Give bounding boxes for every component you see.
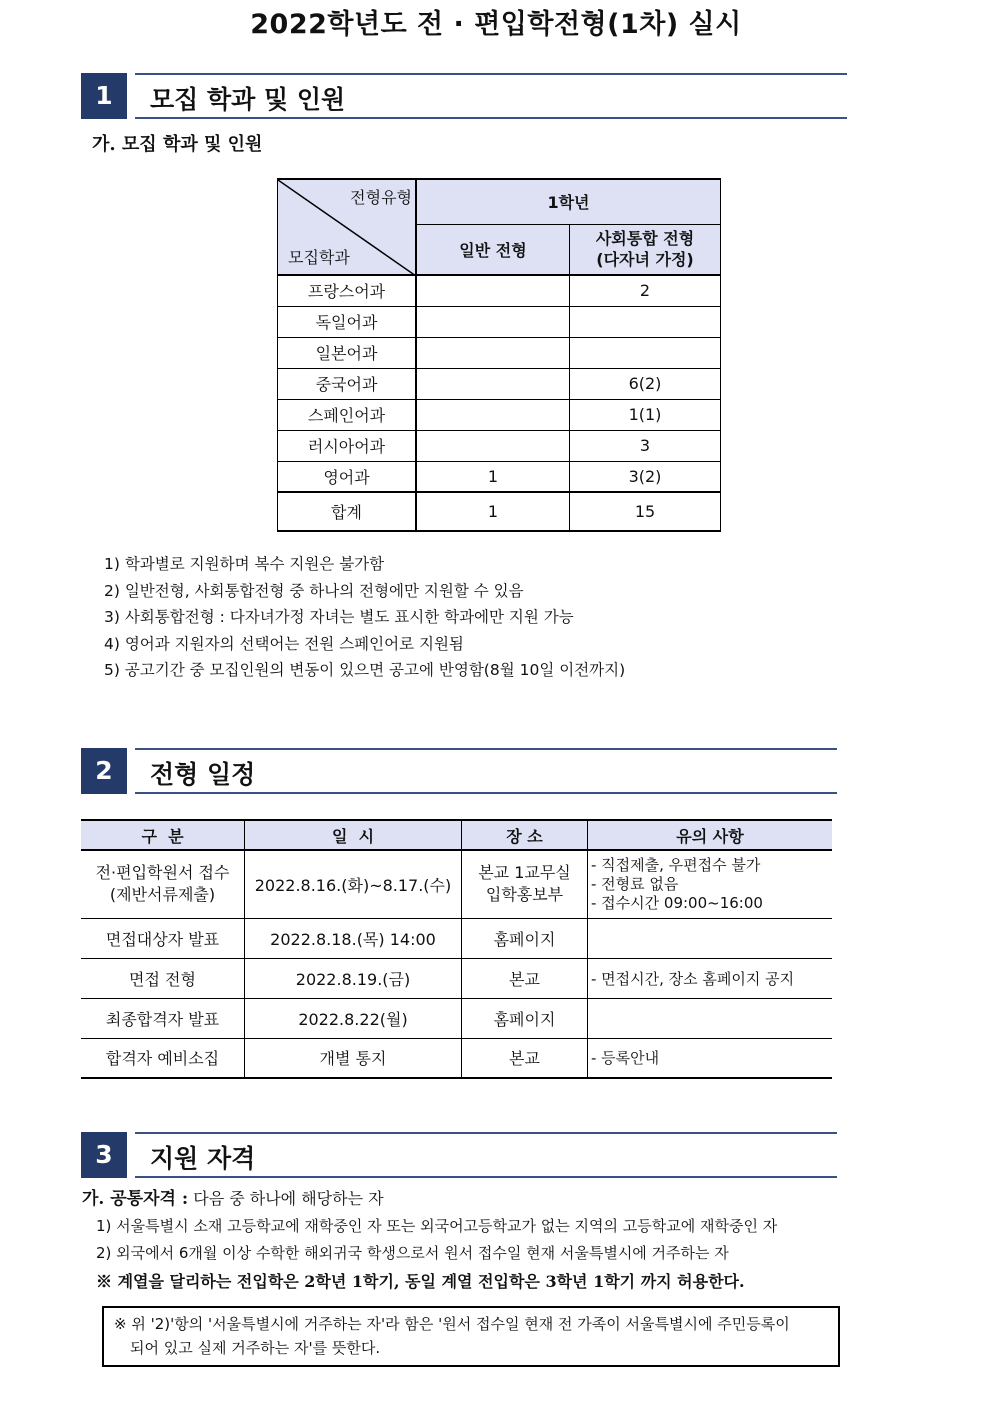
schedule-header-row [81, 820, 832, 850]
table-row [278, 306, 721, 337]
schedule-date: 개별 통지 [245, 1038, 462, 1078]
social-cell: 6(2) [570, 368, 721, 399]
table-row [278, 399, 721, 430]
note-line: - 접수시간 09:00~16:00 [591, 893, 763, 912]
schedule-notes [588, 918, 833, 958]
emphasis-note: ※ 계열을 달리하는 전입학은 2학년 1학기, 동일 계열 전입학은 3학년 1학기 까지 허용한다. [96, 1272, 745, 1291]
schedule-notes: - 면접시간, 장소 홈페이지 공지 [588, 958, 833, 998]
section-title: 전형 일정 [150, 760, 256, 789]
schedule-row [81, 1038, 832, 1078]
social-cell: 3 [570, 430, 721, 461]
social-header-line2: (다자녀 가정) [596, 250, 694, 270]
schedule-date: 2022.8.19.(금) [245, 958, 462, 998]
table-row [278, 461, 721, 492]
table-row [278, 430, 721, 461]
table-row [278, 275, 721, 306]
general-cell [416, 399, 570, 430]
schedule-place: 본교 [462, 1038, 588, 1078]
dept-cell: 일본어과 [278, 337, 417, 368]
schedule-item: 면접대상자 발표 [81, 918, 245, 958]
schedule-notes [588, 850, 833, 918]
schedule-notes [588, 998, 833, 1038]
schedule-place [462, 850, 588, 918]
note-item: 1) 학과별로 지원하며 복수 지원은 불가함 [104, 555, 385, 573]
dept-cell: 프랑스어과 [278, 275, 417, 306]
general-cell [416, 306, 570, 337]
common-label: 가. 공통자격 : [82, 1189, 189, 1209]
place-line2: 입학홍보부 [485, 885, 564, 905]
social-cell [570, 306, 721, 337]
schedule-place: 홈페이지 [462, 918, 588, 958]
corner-bottom-label: 모집학과 [288, 248, 350, 267]
schedule-table [81, 819, 832, 1079]
common-qualification [82, 1184, 384, 1209]
notice-line2: 되어 있고 실제 거주하는 자'를 뜻한다. [130, 1339, 381, 1357]
social-cell [570, 337, 721, 368]
qualification-item: 1) 서울특별시 소재 고등학교에 재학중인 자 또는 외국어고등학교가 없는 지역의 고등학교에 재학중인 자 [96, 1217, 778, 1235]
dept-cell: 러시아어과 [278, 430, 417, 461]
section-title: 모집 학과 및 인원 [150, 85, 346, 114]
total-label: 합계 [278, 492, 417, 531]
general-cell [416, 337, 570, 368]
schedule-item: 면접 전형 [81, 958, 245, 998]
social-cell: 3(2) [570, 461, 721, 492]
total-row [278, 492, 721, 531]
schedule-notes: - 등록안내 [588, 1038, 833, 1078]
section-number: 3 [81, 1132, 127, 1178]
col-header-date: 일 시 [245, 820, 462, 850]
section-title: 지원 자격 [150, 1144, 256, 1173]
general-cell [416, 275, 570, 306]
schedule-row [81, 998, 832, 1038]
notice-box [102, 1306, 840, 1367]
subsection-title: 가. 모집 학과 및 인원 [92, 134, 263, 155]
note-item: 3) 사회통합전형 : 다자녀가정 자녀는 별도 표시한 학과에만 지원 가능 [104, 608, 574, 626]
corner-top-label: 전형유형 [350, 188, 412, 207]
total-general: 1 [416, 492, 570, 531]
schedule-row [81, 918, 832, 958]
social-header-line1: 사회통합 전형 [595, 229, 695, 249]
recruitment-table [277, 178, 721, 532]
schedule-place: 홈페이지 [462, 998, 588, 1038]
col-header-notes: 유의 사항 [588, 820, 833, 850]
schedule-date: 2022.8.22(월) [245, 998, 462, 1038]
section-number: 1 [81, 73, 127, 119]
dept-cell: 독일어과 [278, 306, 417, 337]
notes-list [104, 551, 625, 684]
general-cell [416, 430, 570, 461]
schedule-date: 2022.8.16.(화)~8.17.(수) [245, 850, 462, 918]
note-item: 4) 영어과 지원자의 선택어는 전원 스페인어로 지원됨 [104, 634, 464, 653]
notice-line1: ※ 위 '2)'항의 '서울특별시에 거주하는 자'라 함은 '원서 접수일 현재 전 가족이 서울특별시에 주민등록이 [114, 1315, 790, 1333]
schedule-row [81, 958, 832, 998]
col-header-place: 장 소 [462, 820, 588, 850]
social-header [570, 224, 721, 275]
col-header-category: 구 분 [81, 820, 245, 850]
year-header: 1학년 [416, 179, 721, 224]
section-number: 2 [81, 748, 127, 794]
table-row [278, 368, 721, 399]
dept-cell: 스페인어과 [278, 399, 417, 430]
general-header: 일반 전형 [416, 224, 570, 275]
dept-cell: 영어과 [278, 461, 417, 492]
table-corner-cell [278, 179, 417, 275]
page-title: 2022학년도 전 · 편입학전형(1차) 실시 [250, 9, 742, 40]
social-cell: 2 [570, 275, 721, 306]
item-line1: 전·편입학원서 접수 [95, 863, 230, 883]
general-cell [416, 368, 570, 399]
note-line: - 직접제출, 우편접수 불가 [591, 855, 761, 874]
schedule-row [81, 850, 832, 918]
note-line: - 전형료 없음 [591, 874, 679, 893]
total-social: 15 [570, 492, 721, 531]
schedule-place: 본교 [462, 958, 588, 998]
qualification-item: 2) 외국에서 6개월 이상 수학한 해외귀국 학생으로서 원서 접수일 현재 서울특별시에 거주하는 자 [96, 1244, 729, 1262]
schedule-item: 최종합격자 발표 [81, 998, 245, 1038]
general-cell: 1 [416, 461, 570, 492]
place-line1: 본교 1교무실 [478, 863, 571, 883]
social-cell: 1(1) [570, 399, 721, 430]
note-item: 5) 공고기간 중 모집인원의 변동이 있으면 공고에 반영함(8월 10일 이전까지) [104, 661, 626, 679]
qualification-list [96, 1213, 777, 1267]
item-line2: (제반서류제출) [109, 885, 216, 905]
note-item: 2) 일반전형, 사회통합전형 중 하나의 전형에만 지원할 수 있음 [104, 581, 524, 600]
schedule-item: 합격자 예비소집 [81, 1038, 245, 1078]
common-text: 다음 중 하나에 해당하는 자 [193, 1189, 384, 1208]
table-row [278, 337, 721, 368]
schedule-date: 2022.8.18.(목) 14:00 [245, 918, 462, 958]
dept-cell: 중국어과 [278, 368, 417, 399]
schedule-item [81, 850, 245, 918]
